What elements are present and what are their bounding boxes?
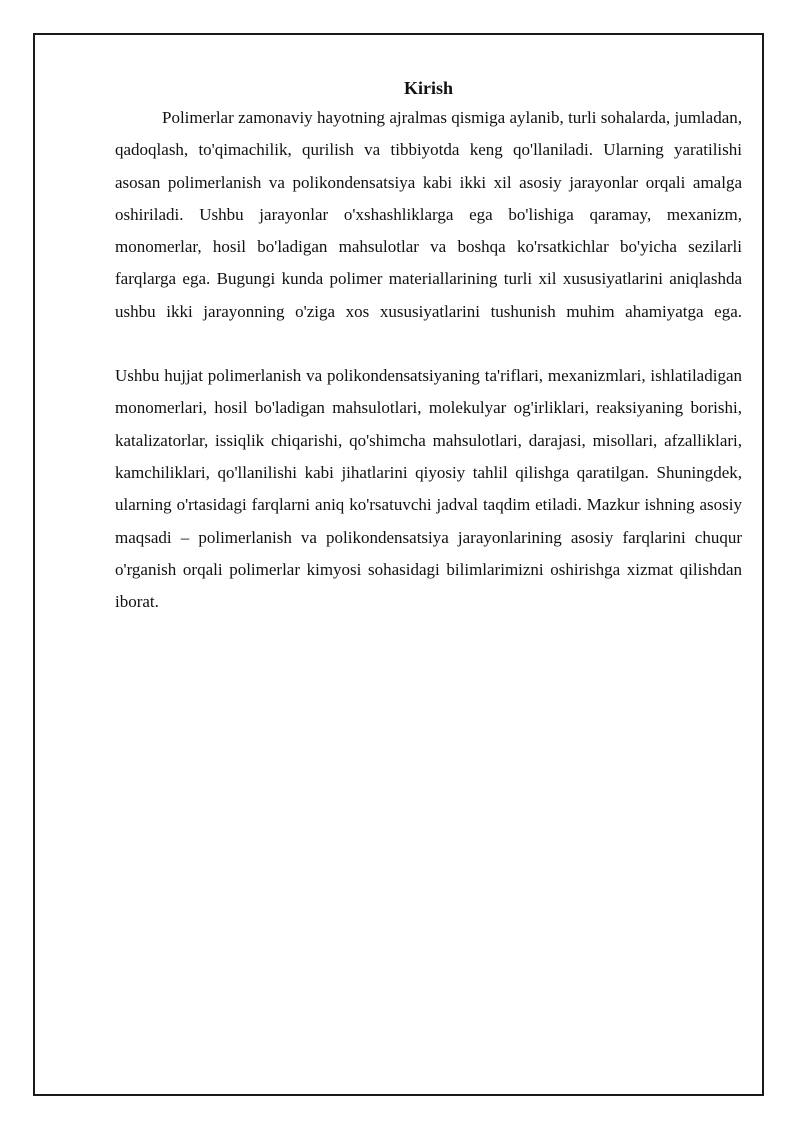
document-body [115,74,742,618]
paragraph-purpose: Ushbu hujjat polimerlanish va polikondensatsiyaning ta'riflari, mexanizmlari, ishlatiladigan monomerlari, hosil bo'ladigan mahsulotlari, molekulyar og'irliklari, reaksiyaning borishi, katalizatorlar, issiqlik chiqarishi, qo'shimcha mahsulotlari, darajasi, misollari, afzalliklari, kamchiliklari, qo'llanilishi kabi jihatlarini qiyosiy tahlil qilishga qaratilgan. Shuningdek, ularning o'rtasidagi farqlarni aniq ko'rsatuvchi jadval taqdim etiladi. Mazkur ishning asosiy maqsadi – polimerlanish va polikondensatsiya jarayonlarining asosiy farqlarini chuqur o'rganish orqali polimerlar kimyosi sohasidagi bilimlarimizni oshirishga xizmat qilishdan iborat. [115,366,742,612]
paragraph-spacer [115,328,742,360]
paragraph-intro: Polimerlar zamonaviy hayotning ajralmas qismiga aylanib, turli sohalarda, jumladan, qadoqlash, to'qimachilik, qurilish va tibbiyotda keng qo'llaniladi. Ularning yaratilishi asosan polimerlanish va polikondensatsiya kabi ikki xil asosiy jarayonlar orqali amalga oshiriladi. Ushbu jarayonlar o'xshashliklarga ega bo'lishiga qaramay, mexanizm, monomerlar, hosil bo'ladigan mahsulotlar va boshqa ko'rsatkichlar bo'yicha sezilarli farqlarga ega. Bugungi kunda polimer materiallarining turli xil xususiyatlarini aniqlashda ushbu ikki jarayonning o'ziga xos xususiyatlarini tushunish muhim ahamiyatga ega. [115,108,742,321]
document-title: Kirish [403,78,453,98]
